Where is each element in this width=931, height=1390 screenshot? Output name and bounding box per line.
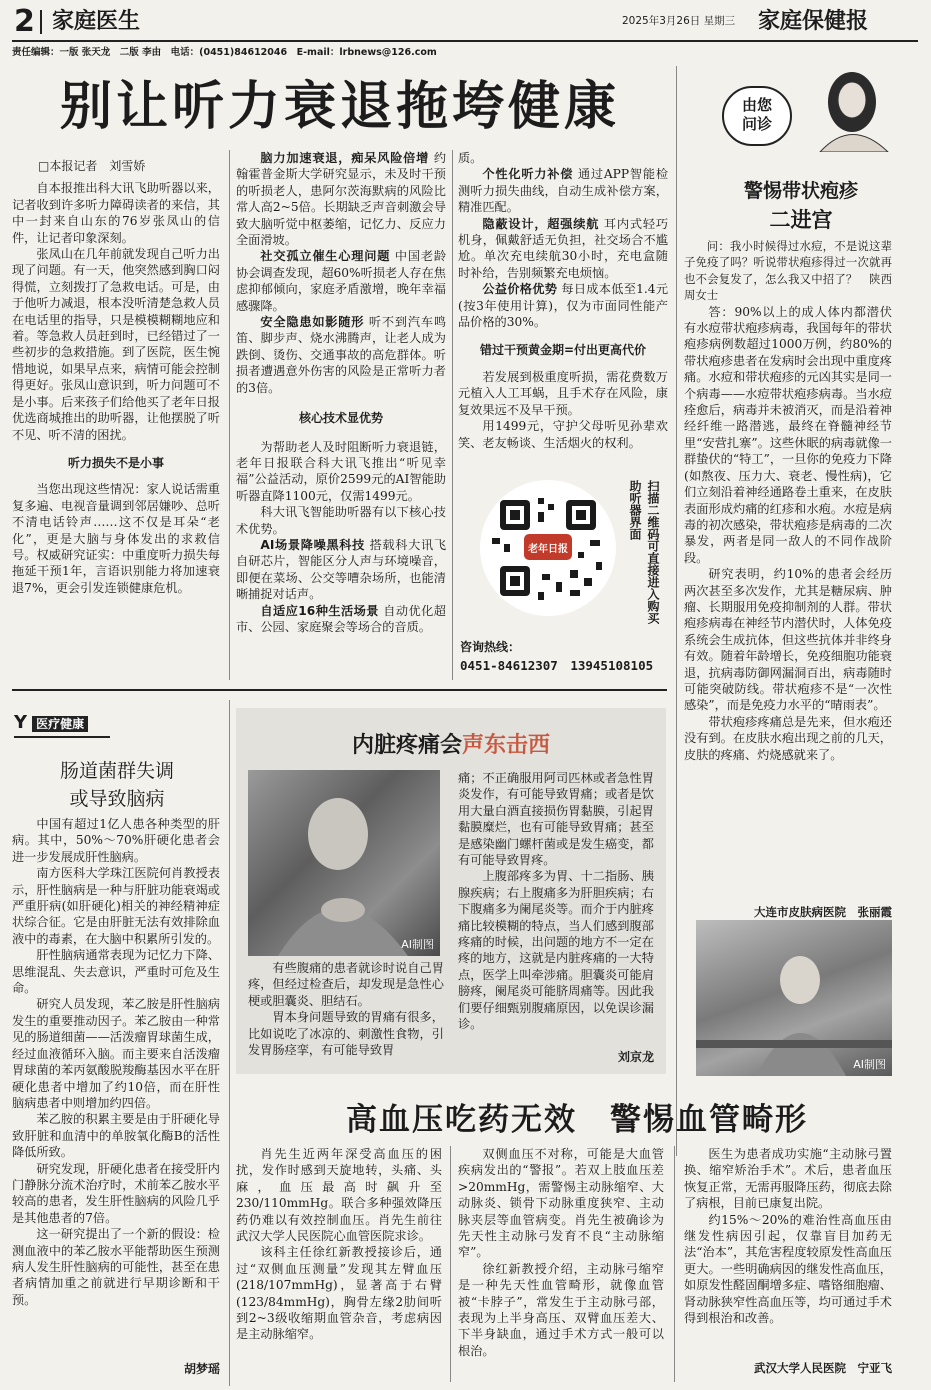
subhead: 错过干预黄金期=付出更高代价 [479, 343, 647, 358]
paragraph: 徐红新教授介绍，主动脉弓缩窄是一种先天性血管畸形，就像血管被“卡脖子”，常发生于主动脉弓部，表现为上半身高压、双臂血压差大、下半身缺血，通过手术方式一般可以根治。 [458, 1261, 664, 1358]
qr-code[interactable] [478, 478, 618, 618]
paragraph: 当您出现这些情况：家人说话需重复多遍、电视音量调到邻居嫌吵、总听不清电话铃声……这不仅是耳朵“老化”，更是大脑与身体发出的求救信号。权威研究证实：中重度听力损失每拖延干预1年，言语识别能力将加速衰退7%，更会引发连锁健康危机。 [12, 482, 220, 595]
paragraph: 带状疱疹疼痛总是先来，但水疱还没有到。在皮肤水疱出现之前的几天，皮肤的疼痛、灼烧感就来了。 [684, 714, 892, 762]
qa-tag [722, 86, 792, 146]
lead: 自适应16种生活场景 [260, 603, 379, 618]
hearing-col3: 质。 个性化听力补偿 通过APP智能检测听力损失曲线，自动生成补偿方案，精准匹配。 隐蔽设计，超强续航 耳内式轻巧机身，佩戴舒适无负担，社交场合不尴尬。单次充电续航30小时，充电盒随时补给，告别频繁充电烦恼。 公益价格优势 每日成本低至1.4元(按3年使用计算)，仅为市面同性能产品价格的30%。 错过干预黄金期=付出更高代价 若发展到极重度听损，需花费数万元植入人工耳蜗，且手术存在风险，康复效果远不及早干预。 用1499元，守护父母听见孙辈欢笑、老友畅谈、生活烟火的权利。 [458, 151, 669, 450]
qa-signature: 大连市皮肤病医院 张丽霞 [754, 905, 892, 919]
paragraph: 答：90%以上的成人体内都潜伏有水痘带状疱疹病毒，我国每年的带状疱疹病例数超过1000万例，约80%的带状疱疹患者在发病时会出现中重度疼痛。水痘和带状疱疹的元凶其实是同一个病毒——水痘带状疱疹病毒。当水痘痊愈后，病毒并未被消灭，而是沿着神经纤维一路潜逃，最终在脊髓神经节里“安营扎寨”。这些休眠的病毒就像一群蛰伏的“特工”，一旦你的免疫力下降(如熬夜、压力大、衰老、慢性病)，它们立刻沿着神经通路卷土重来，在皮肤表面形成灼痛的红疹和水疱。水痘是病毒的初次感染，带状疱疹是病毒的二次暴发，两者是同一敌人的不同作战阶段。 [684, 304, 892, 565]
headline-bp: 高血压吃药无效 警惕血管畸形 [346, 1102, 808, 1138]
hotline-label: 咨询热线： [460, 640, 521, 654]
medical-tag-icon: Y [14, 712, 28, 733]
paragraph: 双侧血压不对称，可能是大血管疾病发出的“警报”。若双上肢血压差>20mmHg，需警惕主动脉缩窄、大动脉炎、锁骨下动脉重度狭窄、主动脉夹层等血管病变。肖先生被确诊为先天性主动脉弓发育不良“主动脉缩窄”。 [458, 1147, 664, 1260]
qa-body [684, 238, 904, 763]
paragraph: 科大讯飞智能助听器有以下核心技术优势。 [236, 505, 446, 536]
paragraph: 自动优化超市、公园、家庭聚会等场合的音质。 [236, 603, 446, 634]
paper-name: 家庭保健报 [758, 8, 869, 34]
medical-tag-label: 医疗健康 [32, 716, 88, 732]
qa-question: 问：我小时候得过水痘，不是说这辈子免疫了吗？听说带状疱疹得过一次就再也不会复发了，怎么我又中招了？ 陕西 周女士 [684, 239, 904, 303]
section-name: 家庭医生 [52, 8, 141, 34]
medical-title2: 或导致脑病 [69, 788, 165, 810]
paragraph: 听不到汽车鸣笛、脚步声、烧水沸腾声，让老人成为跌倒、烫伤、交通事故的高危群体。听损者遭遇意外伤害的风险是正常听力者的3倍。 [236, 315, 447, 395]
qr-caption: 扫描二维码可直接进入购买助听器界面 [628, 480, 660, 624]
paragraph: 每日成本低至1.4元(按3年使用计算)，仅为市面同性能产品价格的30%。 [458, 282, 669, 330]
elderly-woman-icon [696, 920, 892, 1076]
paragraph: 医生为患者成功实施“主动脉弓置换、缩窄矫治手术”。术后，患者血压恢复正常，无需再服降压药，彻底去除了病根，目前已康复出院。 [684, 1147, 892, 1211]
qa-tag-text: 由您问诊 [741, 96, 772, 133]
lead: 隐蔽设计，超强续航 [482, 216, 600, 231]
photo-credit: AI制图 [401, 938, 434, 951]
paragraph: 张凤山在几年前就发现自己听力出现了问题。有一天，他突然感到胸口闷得慌，立刻拨打了急救电话。可是，由于他听力减退，根本没听清楚急救人员在电话里的指导，只是模模糊糊地应和着。等急救人员赶到时，已经错过了一些初步的急救措施。到了医院，医生惋惜地说，如果早点来，病情可能会控制得更好。张凤山意识到，听力问题可不是小事。后来孩子们给他买了老年日报优选商城推出的助听器，让他摆脱了听不见、听不清的困扰。 [12, 247, 220, 442]
pain-left [248, 960, 444, 1058]
paragraph: 肝性脑病通常表现为记忆力下降、思维混乱、失去意识，严重时可危及生命。 [12, 948, 220, 996]
hearing-col1 [12, 158, 220, 596]
medical-tag [14, 712, 110, 738]
byline: □本报记者 刘雪娇 [38, 159, 146, 173]
paragraph: 若发展到极重度听损，需花费数万元植入人工耳蜗，且手术存在风险，康复效果远不及早干预。 [458, 369, 668, 417]
hearing-col2 [236, 150, 446, 635]
bp-signature: 武汉大学人民医院 宁亚飞 [754, 1361, 892, 1375]
medical-body [12, 816, 220, 1308]
headline-hearing: 别让听力衰退拖垮健康 [60, 76, 621, 137]
medical-title1: 肠道菌群失调 [59, 760, 174, 782]
paragraph: 有些腹痛的患者就诊时说自己胃疼，但经过检查后，却发现是急性心梗或胆囊炎、胆结石。 [248, 961, 444, 1008]
lead: 社交孤立催生心理问题 [260, 249, 391, 264]
paragraph: 研究表明，约10%的患者会经历两次甚至多次发作，尤其是糖尿病、肿瘤、长期服用免疫抑制剂的人群。带状疱疹病毒在神经节内潜伏时，人体免疫系统会生成抗体，但这些抗体并非终身有效。随着年龄增长，免疫细胞功能衰退，抗病毒防御网漏洞百出，病毒随时可能突破防线。带状疱疹不是“一次性感染”，而是免疫力水平的“晴雨表”。 [684, 567, 892, 713]
paragraph: 通过APP智能检测听力损失曲线，自动生成补偿方案，精准匹配。 [458, 167, 669, 215]
pain-title-b: 声东击西 [462, 732, 551, 758]
qr-logo: 老年日报 [528, 544, 568, 555]
paragraph: 搭载科大讯飞自研芯片，智能区分人声与环境噪音，即便在菜场、公交等嘈杂场所，也能清晰捕捉对话声。 [236, 537, 447, 602]
lead: 脑力加速衰退，痴呆风险倍增 [260, 151, 430, 165]
elderly-man-photo [248, 770, 440, 956]
page-number: 2 [14, 4, 35, 39]
paragraph: 为帮助老人及时阻断听力衰退链，老年日报联合科大讯飞推出“听见幸福”公益活动，原价2599元的AI智能助听器直降1100元，仅需1499元。 [236, 439, 446, 503]
subhead: 听力损失不是小事 [67, 455, 164, 470]
bp-col2 [458, 1146, 664, 1359]
paragraph: 苯乙胺的积累主要是由于肝硬化导致肝脏和血清中的单胺氧化酶B的活性降低所致。 [12, 1112, 220, 1160]
paragraph: 痛；不正确服用阿司匹林或者急性胃炎发作，有可能导致胃痛；或者是饮用大量白酒直接损伤胃黏膜，引起胃黏膜糜烂，也有可能导致胃痛；甚至是感染幽门螺杆菌或是发生癌变，都有可能导致胃疼。 [458, 771, 654, 868]
pain-right [458, 770, 654, 1033]
qa-title1: 警惕带状疱疹 [743, 180, 858, 202]
hotline-number: 0451-84612307 13945108105 [460, 658, 654, 673]
elderly-man-icon [248, 770, 440, 956]
doctor-avatar [800, 62, 900, 152]
paragraph: 研究发现，肝硬化患者在接受肝内门静脉分流术治疗时，术前苯乙胺水平较高的患者，发生肝性脑病的风险几乎是其他患者的7倍。 [12, 1161, 220, 1225]
pain-signature: 刘京龙 [617, 1050, 654, 1064]
paragraph: 肖先生近两年深受高血压的困扰，发作时感到天旋地转，头痛、头麻，血压最高时飙升至230/110mmHg。联合多种强效降压药仍难以有效控制血压。肖先生前往武汉大学人民医院心血管医院求诊。 [236, 1147, 442, 1244]
paragraph: 胃本身问题导致的胃痛有很多，比如说吃了冰凉的、刺激性食物，引发胃肠痉挛，有可能导致胃 [248, 1010, 444, 1058]
shingles-photo [696, 920, 892, 1076]
lead: 公益价格优势 [482, 282, 558, 297]
bp-col1 [236, 1146, 442, 1343]
pain-title-a: 内脏疼痛会 [351, 732, 462, 758]
paragraph: 南方医科大学珠江医院何肖教授表示，肝性脑病是一种与肝脏功能衰竭或严重肝病(如肝硬化)相关的神经精神症状综合征。它是由肝脏无法有效排除血液中的毒素，在大脑中积累所引发的。 [12, 866, 220, 946]
paragraph: 研究人员发现，苯乙胺是肝性脑病发生的重要推动因子。苯乙胺由一种常见的肠道细菌——活泼瘤胃球菌生成，经过血液循环入脑。而主要来自活泼瘤胃球菌的苯丙氨酸脱羧酶基因水平在肝硬化患者中增加了约10倍，而在肝性脑病患者中则增加约四倍。 [12, 997, 220, 1110]
lead: 个性化听力补偿 [482, 167, 574, 182]
bp-col3 [684, 1146, 892, 1326]
paragraph: 上腹部疼多为胃、十二指肠、胰腺疾病；右上腹痛多为肝胆疾病；右下腹痛多为阑尾炎等。而介于内脏疼痛比较模糊的特点，当人们感到腹部疼痛的时候，出问题的地方不一定在疼的地方，这就是内脏疼痛的一大特点，医学上叫牵涉痛。胆囊炎可能肩膀疼，阑尾炎可能脐周痛等。因此我们要仔细甄别腹痛原因，以免误诊漏诊。 [458, 869, 654, 1032]
paragraph: 耳内式轻巧机身，佩戴舒适无负担，社交场合不尴尬。单次充电续航30小时，充电盒随时补给，告别频繁充电烦恼。 [458, 216, 669, 280]
paragraph: 该科主任徐红新教授接诊后，通过“双侧血压测量”发现其左臂血压(218/107mmHg)，显著高于右臂(123/84mmHg)，胸骨左缘2肋间听到2~3级收缩期血管杂音，考虑病因是主动脉缩窄。 [236, 1245, 442, 1342]
lead: AI场景降噪黑科技 [260, 537, 366, 552]
lead: 安全隐患如影随形 [260, 315, 365, 330]
pain-title [236, 728, 666, 759]
medical-signature: 胡梦瑶 [183, 1362, 220, 1376]
editor-line: 责任编辑：一版 张天龙 二版 李由 电话：(0451)84612046 E-mail：lrbnews@126.com [12, 47, 437, 58]
issue-date: 2025年3月26日 星期三 [622, 15, 736, 27]
paragraph: 中国有超过1亿人患各种类型的肝病。其中，50%～70%肝硬化患者会进一步发展成肝性脑病。 [12, 817, 220, 864]
subhead: 核心技术显优势 [298, 411, 383, 426]
paragraph: 约翰霍普金斯大学研究显示，未及时干预的听损老人，患阿尔茨海默病的风险比常人高2~5倍。长期缺乏声音刺激会导致大脑听觉中枢萎缩，记忆力、反应力全面滑坡。 [236, 151, 447, 248]
paragraph: 这一研究提出了一个新的假设：检测血液中的苯乙胺水平能帮助医生预测病人发生肝性脑病的可能性，甚至在患者病情加重之前就进行早期诊断和干预。 [12, 1227, 220, 1307]
photo-credit: AI制图 [853, 1058, 886, 1071]
paragraph: 自本报推出科大讯飞助听器以来，记者收到许多听力障碍读者的来信，其中一封来自山东的76岁张凤山的信件，让记者印象深刻。 [12, 181, 220, 245]
qa-title2: 二进宫 [769, 208, 833, 232]
paragraph: 用1499元，守护父母听见孙辈欢笑、老友畅谈、生活烟火的权利。 [458, 419, 668, 450]
paragraph: 中国老龄协会调查发现，超60%听损老人存在焦虑抑郁倾向，家庭矛盾激增，晚年幸福感骤降。 [236, 249, 447, 313]
paragraph: 约15%～20%的难治性高血压由继发性病因引起，仅靠盲目加药无法“治本”，其危害程度较原发性高血压更大。一些明确病因的继发性高血压，如原发性醛固酮增多症、嗜铬细胞瘤、肾动脉狭窄性高血压等，均可通过手术得到根治和改善。 [684, 1212, 892, 1326]
